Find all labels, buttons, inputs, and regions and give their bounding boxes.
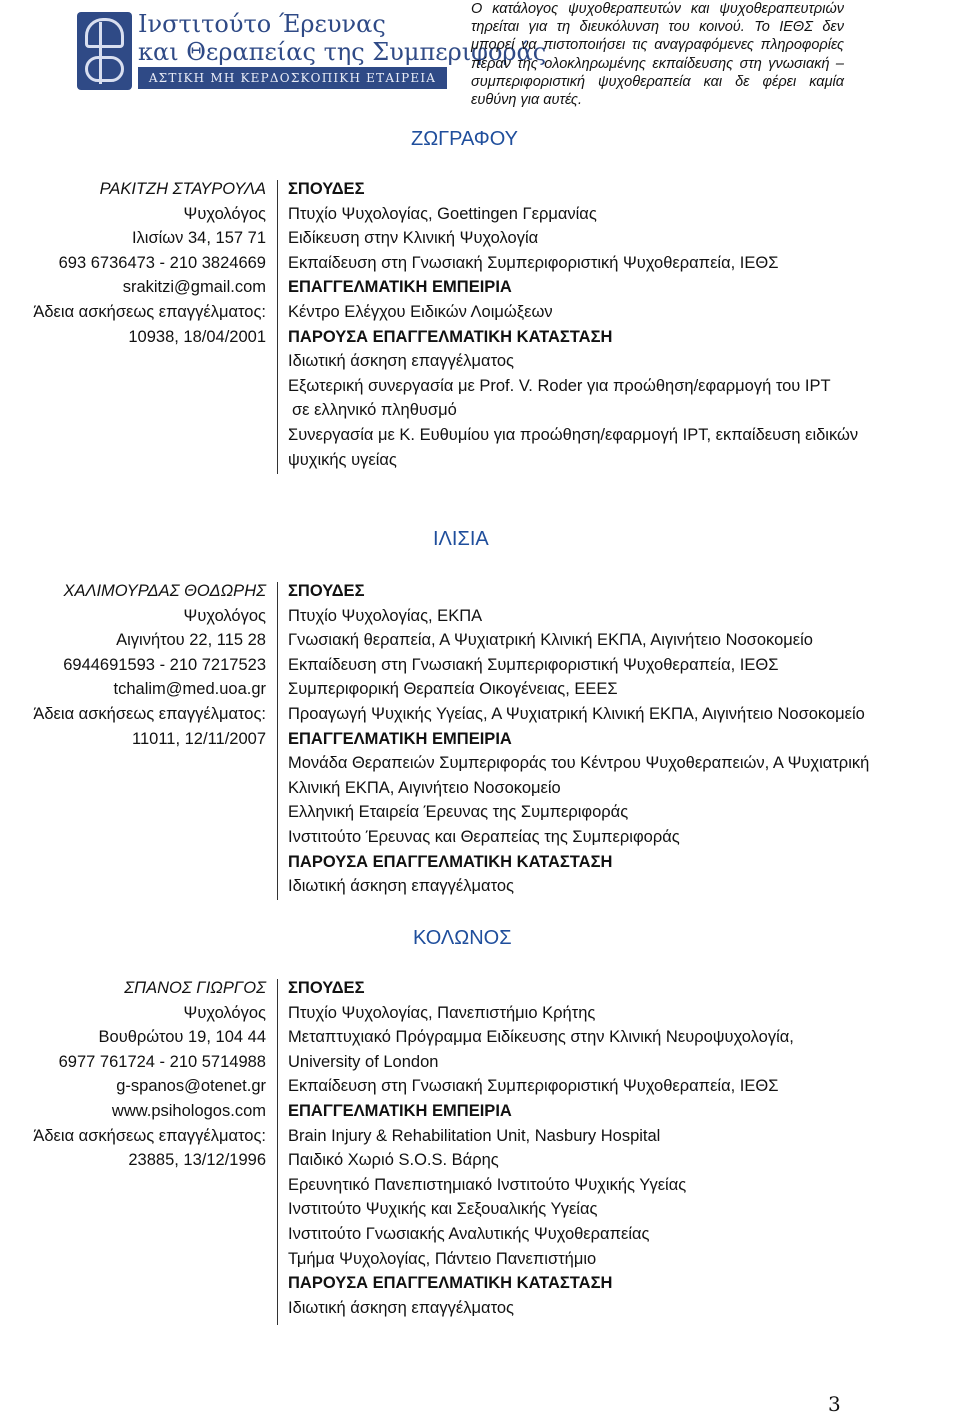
detail-line: Ερευνητικό Πανεπιστημιακό Ινστιτούτο Ψυχικής Υγείας [288, 1175, 687, 1194]
detail-line: Παιδικό Χωριό S.O.S. Βάρης [288, 1151, 499, 1170]
detail-line: Εκπαίδευση στη Γνωσιακή Συμπεριφοριστική Ψυχοθεραπεία, ΙΕΘΣ [288, 1077, 779, 1096]
detail-line: Πτυχίο Ψυχολογίας, Goettingen Γερμανίας [288, 204, 597, 223]
detail-line: Κλινική ΕΚΠΑ, Αιγινήτειο Νοσοκομείο [288, 778, 561, 797]
detail-line: Ειδίκευση στην Κλινική Ψυχολογία [288, 229, 539, 248]
profession: Ψυχολόγος [183, 204, 266, 223]
entry-1-details [288, 177, 960, 472]
detail-line: Ιδιωτική άσκηση επαγγέλματος [288, 1298, 514, 1317]
detail-line: Τμήμα Ψυχολογίας, Πάντειο Πανεπιστήμιο [288, 1249, 597, 1268]
email-link[interactable]: g-spanos@otenet.gr [116, 1077, 266, 1096]
section-heading-studies: ΣΠΟΥΔΕΣ [288, 582, 365, 600]
section-heading-current: ΠΑΡΟΥΣΑ ΕΠΑΓΓΕΛΜΑΤΙΚΗ ΚΑΤΑΣΤΑΣΗ [288, 852, 613, 871]
area-heading-kolonos: ΚΟΛΩΝΟΣ [413, 927, 512, 949]
section-heading-experience: ΕΠΑΓΓΕΛΜΑΤΙΚΗ ΕΜΠΕΙΡΙΑ [288, 278, 512, 297]
detail-line: University of London [288, 1052, 439, 1071]
detail-line: Μονάδα Θεραπειών Συμπεριφοράς του Κέντρου Ψυχοθεραπειών, Α Ψυχιατρική [288, 754, 870, 773]
entry-2-details [288, 579, 960, 899]
detail-line: Συνεργασία με Κ. Ευθυμίου για προώθηση/εφαρμογή IPT, εκπαίδευση ειδικών [288, 425, 859, 444]
detail-line: Brain Injury & Rehabilitation Unit, Nasbury Hospital [288, 1126, 661, 1145]
therapist-name: ΡΑΚΙΤΖΗ ΣΤΑΥΡΟΥΛΑ [99, 180, 266, 198]
detail-line: Εξωτερική συνεργασία με Prof. V. Roder για προώθηση/εφαρμογή του IPT [288, 376, 831, 395]
license-number: 11011, 12/11/2007 [132, 729, 266, 748]
phone: 6977 761724 - 210 5714988 [58, 1052, 266, 1071]
detail-line: Ινστιτούτο Έρευνας και Θεραπείας της Συμπεριφοράς [288, 827, 680, 846]
profession: Ψυχολόγος [183, 1003, 266, 1022]
detail-line: Συμπεριφορική Θεραπεία Οικογένειας, ΕΕΕΣ [288, 680, 618, 699]
detail-line: Ινστιτούτο Ψυχικής και Σεξουαλικής Υγείας [288, 1200, 598, 1219]
entry-2-contact [0, 579, 266, 751]
column-divider [277, 979, 278, 1325]
therapist-name: ΣΠΑΝΟΣ ΓΙΩΡΓΟΣ [124, 979, 266, 997]
page-number: 3 [828, 1392, 841, 1416]
phone: 6944691593 - 210 7217523 [63, 655, 266, 674]
logo-title-line1: Ινστιτούτο Έρευνας [138, 10, 386, 38]
detail-line: Ιδιωτική άσκηση επαγγέλματος [288, 352, 514, 371]
license-label: Άδεια ασκήσεως επαγγέλματος: [33, 1126, 266, 1145]
detail-line: Ελληνική Εταιρεία Έρευνας της Συμπεριφοράς [288, 803, 629, 822]
license-label: Άδεια ασκήσεως επαγγέλματος: [33, 704, 266, 723]
section-heading-experience: ΕΠΑΓΓΕΛΜΑΤΙΚΗ ΕΜΠΕΙΡΙΑ [288, 1101, 512, 1120]
institute-logo [77, 12, 132, 90]
address: Βουθρώτου 19, 104 44 [98, 1028, 266, 1047]
therapist-name: ΧΑΛΙΜΟΥΡΔΑΣ ΘΟΔΩΡΗΣ [63, 582, 266, 600]
section-heading-studies: ΣΠΟΥΔΕΣ [288, 979, 365, 997]
detail-line: ψυχικής υγείας [288, 450, 397, 469]
detail-line: Προαγωγή Ψυχικής Υγείας, Α Ψυχιατρική Κλινική ΕΚΠΑ, Αιγινήτειο Νοσοκομείο [288, 704, 865, 723]
detail-line: Πτυχίο Ψυχολογίας, Πανεπιστήμιο Κρήτης [288, 1003, 596, 1022]
entry-1-contact [0, 177, 266, 349]
section-heading-experience: ΕΠΑΓΓΕΛΜΑΤΙΚΗ ΕΜΠΕΙΡΙΑ [288, 729, 512, 748]
license-number: 23885, 13/12/1996 [128, 1151, 266, 1170]
phone: 693 6736473 - 210 3824669 [58, 253, 266, 272]
detail-line: Μεταπτυχιακό Πρόγραμμα Ειδίκευσης στην Κλινική Νευροψυχολογία, [288, 1028, 794, 1047]
email-link[interactable]: tchalim@med.uoa.gr [113, 680, 266, 699]
entry-3-details [288, 976, 960, 1320]
area-heading-zografou: ΖΩΓΡΑΦΟΥ [411, 128, 519, 150]
detail-line: σε ελληνικό πληθυσμό [292, 401, 457, 420]
logo-title-line2: και Θεραπείας της Συμπεριφοράς [138, 38, 547, 66]
address: Αιγινήτου 22, 115 28 [116, 631, 266, 650]
detail-line: Κέντρο Ελέγχου Ειδικών Λοιμώξεων [288, 302, 553, 321]
address: Ιλισίων 34, 157 71 [131, 229, 266, 248]
section-heading-current: ΠΑΡΟΥΣΑ ΕΠΑΓΓΕΛΜΑΤΙΚΗ ΚΑΤΑΣΤΑΣΗ [288, 1274, 613, 1293]
column-divider [277, 180, 278, 474]
detail-line: Ινστιτούτο Γνωσιακής Αναλυτικής Ψυχοθεραπείας [288, 1224, 650, 1243]
entry-3-contact [0, 976, 266, 1173]
license-number: 10938, 18/04/2001 [128, 327, 266, 346]
license-label: Άδεια ασκήσεως επαγγέλματος: [33, 302, 266, 321]
logo-subtitle-bar: ΑΣΤΙΚΗ ΜΗ ΚΕΡΔΟΣΚΟΠΙΚΗ ΕΤΑΙΡΕΙΑ [138, 67, 447, 89]
area-heading-ilisia: ΙΛΙΣΙΑ [433, 528, 489, 550]
disclaimer-text: Ο κατάλογος ψυχοθεραπευτών και ψυχοθεραπευτριών τηρείται για τη διευκόλυνση του κοινού. Το ΙΕΘΣ δεν μπορεί να πιστοποιήσει τις αναγραφόμενες πληροφορίες πέραν της ολοκληρωμένης εκπαίδευσης στη γνωσιακή – συμπεριφοριστική ψυχοθεραπεία και δε φέρει καμία ευθύνη για αυτές. [471, 1, 844, 109]
detail-line: Εκπαίδευση στη Γνωσιακή Συμπεριφοριστική Ψυχοθεραπεία, ΙΕΘΣ [288, 253, 779, 272]
detail-line: Εκπαίδευση στη Γνωσιακή Συμπεριφοριστική Ψυχοθεραπεία, ΙΕΘΣ [288, 655, 779, 674]
section-heading-current: ΠΑΡΟΥΣΑ ΕΠΑΓΓΕΛΜΑΤΙΚΗ ΚΑΤΑΣΤΑΣΗ [288, 327, 613, 346]
website-link[interactable]: www.psihologos.com [111, 1101, 266, 1120]
email-link[interactable]: srakitzi@gmail.com [122, 278, 266, 297]
detail-line: Ιδιωτική άσκηση επαγγέλματος [288, 877, 514, 896]
column-divider [277, 582, 278, 900]
section-heading-studies: ΣΠΟΥΔΕΣ [288, 180, 365, 198]
profession: Ψυχολόγος [183, 606, 266, 625]
detail-line: Γνωσιακή θεραπεία, Α Ψυχιατρική Κλινική ΕΚΠΑ, Αιγινήτειο Νοσοκομείο [288, 631, 813, 650]
detail-line: Πτυχίο Ψυχολογίας, ΕΚΠΑ [288, 606, 483, 625]
